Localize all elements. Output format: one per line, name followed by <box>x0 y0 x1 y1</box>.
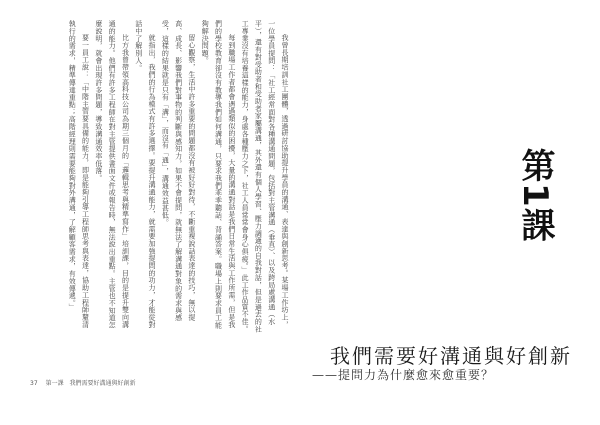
page-number: 37 <box>30 380 38 387</box>
chapter-label: 第1課 <box>515 147 555 243</box>
footer-section: 第一課 <box>45 380 64 387</box>
body-paragraph: 我曾長期培訓社工團體，透過研討協助提升學員的溝通、表達與創新思考。某場工作坊上，一位學員提問：「社工經常面對各種溝通問題，包括對主管溝通（垂直）、以及跨局處溝通（水平），還有對受助者和受助者家屬溝通，其外還有個人學習、壓力調適的自我對話，但是過去的社工專業沒有培養這樣的能力，身處各種壓力之下，社工人員常常會身心俱疲。」此工作品質不佳。 <box>241 20 289 333</box>
page-footer <box>30 378 136 387</box>
body-paragraph: 留心觀察，生活中許多重要的問題都沒有被好好對待，不斷重複說話表達的技巧，無以提高、成長、影響我們對事物的判斷與感知力，如果不會提問，就無法了解溝通對象的需求與感受，這樣的結果就是只有「溝」，而沒有「通」，溝通效益甚低。 <box>161 20 196 322</box>
body-text-column <box>28 20 291 335</box>
body-paragraph: 要一員工說：「中階主管要具備的能力，即是能夠引導工程師思考與表達，協助工程師釐清執行的需求，精準傳達重點；高階經理則需要能夠對外溝通，了解顧客需求，有效傳遞。」 <box>68 20 90 328</box>
chapter-subtitle: ——提問力為什麼愈來愈重要？ <box>312 368 495 382</box>
body-paragraph: 每到職場工作者都會遇過類似的困擾，大量的溝通對話是我們日常生活與工作所需，但是我們的學校教育卻沒有教導我們如何溝通，只要求我們乖乖聽話、背誦答案。職場上則要求員工能夠解決問題。 <box>201 20 236 329</box>
body-paragraph: 比方我曾帶領高科技公司為期三個月的「邏輯思考與精準寫作」培訓課，目的是提升雙向溝通的能力。他們有許多工程師在對主管提供書面文件或報告時，無法說出重點。主管也不知道怎麼說明，就會出現許多問題，導致溝通效率低落。 <box>94 20 130 329</box>
body-paragraph: 就指出，我們的行為模式有許多選擇。要提升溝通能力，就需要加強提問的功力，才能從對話中了解別人。 <box>134 20 157 328</box>
footer-running-title: 我們需要好溝通與好創新 <box>69 380 136 387</box>
chapter-title: 我們需要好溝通與好創新 <box>330 344 572 368</box>
